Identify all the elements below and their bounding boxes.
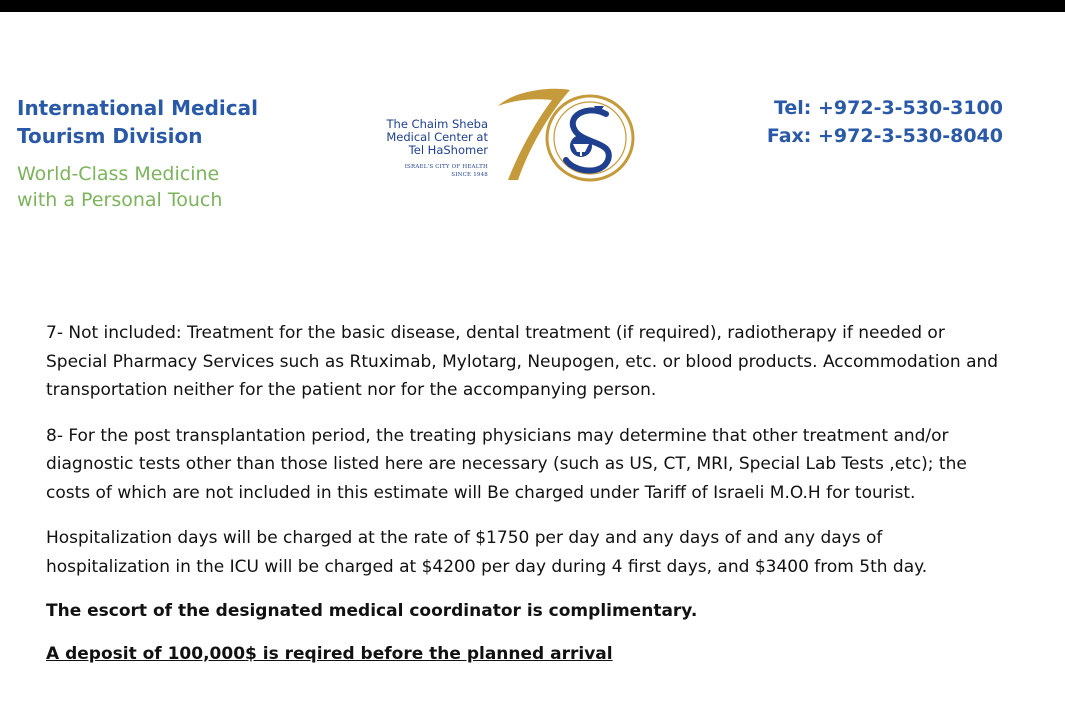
tagline-line2: with a Personal Touch	[17, 189, 223, 211]
document-body	[46, 319, 1006, 668]
tagline-line1: World-Class Medicine	[17, 163, 220, 185]
division-title-line1: International Medical	[17, 96, 258, 120]
item-8-post-transplant: 8- For the post transplantation period, the treating physicians may determine that other treatment and/or diagnostic tests other than those listed here are necessary (such as US, CT, MRI, Special Lab Tests ,etc); the costs of which are not included in this estimate will Be charged under Tariff of Israeli M.O.H for tourist.	[46, 425, 967, 503]
hospital-name-line3: Tel HaShomer	[408, 143, 488, 157]
item-7-not-included: 7- Not included: Treatment for the basic disease, dental treatment (if required), radiotherapy if needed or Special Pharmacy Services such as Rtuximab, Mylotarg, Neupogen, etc. or blood products. Accommodation and transportation neither for the patient nor for the accompanying person.	[46, 323, 999, 400]
division-title	[17, 94, 258, 150]
fax-number: Fax: +972-3-530-8040	[766, 125, 1003, 147]
tagline	[17, 161, 222, 213]
hospital-name	[372, 118, 488, 157]
contact-info	[767, 94, 1003, 150]
hospital-name-line2: Medical Center at	[386, 130, 488, 144]
hospital-subtitle-line2: SINCE 1948	[451, 172, 488, 178]
division-title-line2: Tourism Division	[17, 124, 203, 148]
hospitalization-charges: Hospitalization days will be charged at the rate of $1750 per day and any days of and any days of hospitalization in the ICU will be charged at $4200 per day during 4 first days, and $3400 from 5th day.	[46, 528, 928, 577]
top-black-bar	[0, 0, 1065, 12]
hospital-subtitle-line1: ISRAEL'S CITY OF HEALTH	[404, 164, 488, 170]
deposit-note: A deposit of 100,000$ is reqired before the planned arrival	[46, 643, 613, 664]
hospital-name-line1: The Chaim Sheba	[386, 117, 488, 131]
hospital-subtitle	[382, 163, 488, 179]
sheba-70-logo-icon	[492, 68, 637, 188]
escort-note: The escort of the designated medical coordinator is complimentary.	[46, 601, 698, 621]
tel-number: Tel: +972-3-530-3100	[773, 97, 1003, 119]
